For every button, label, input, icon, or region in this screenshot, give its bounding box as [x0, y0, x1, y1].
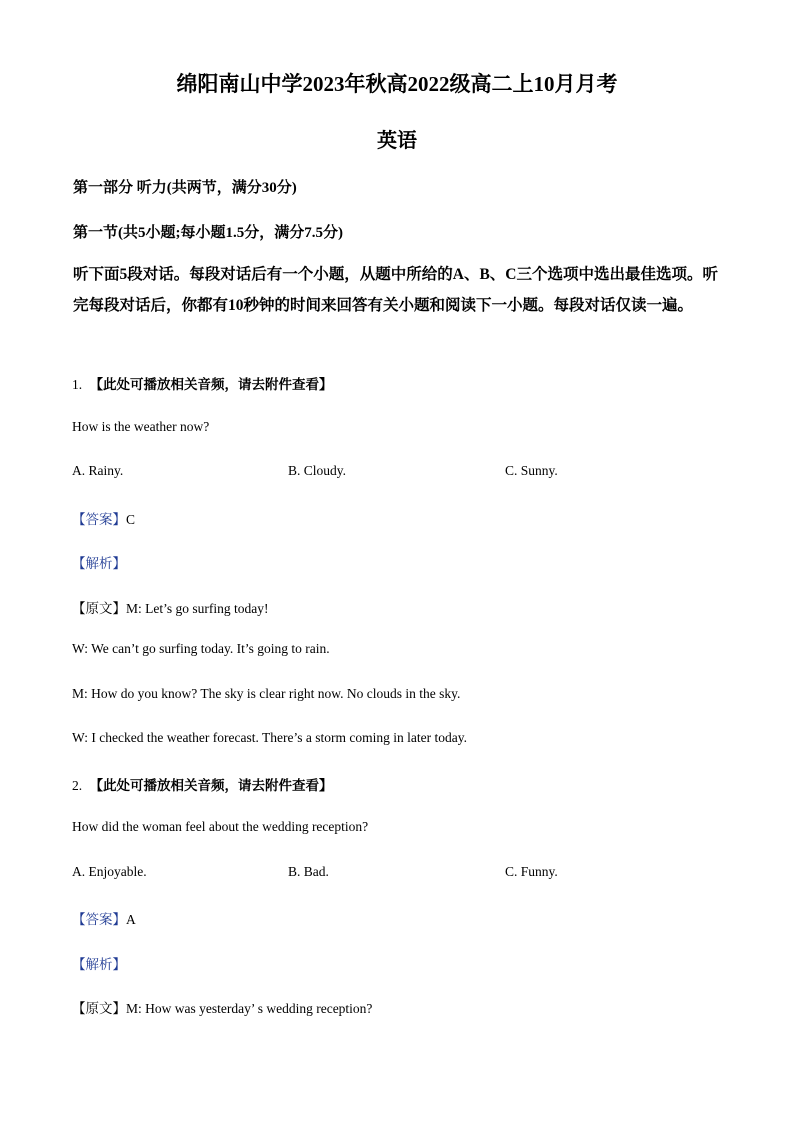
q2-option-b: B. Bad.: [288, 864, 329, 879]
transcript-text: M: Let’s go surfing today!: [126, 601, 269, 616]
q1-transcript-line-2: W: We can’t go surfing today. It’s going to rain.: [72, 641, 330, 656]
part-heading: 第一部分 听力(共两节，满分30分): [73, 180, 297, 196]
q1-transcript-line-1: [72, 597, 268, 617]
q2-answer: [72, 908, 136, 928]
q1-option-b: B. Cloudy.: [288, 463, 347, 478]
question-2-text: How did the woman feel about the wedding reception?: [72, 819, 369, 834]
original-label: 【原文】: [72, 601, 126, 616]
answer-label: 【答案】: [72, 512, 126, 527]
q1-transcript-line-3: M: How do you know? The sky is clear right now. No clouds in the sky.: [72, 686, 461, 701]
answer-label: 【答案】: [72, 912, 126, 927]
section-heading: 第一节(共5小题;每小题1.5分，满分7.5分): [73, 225, 343, 241]
answer-value: C: [126, 512, 136, 527]
q2-option-a: A. Enjoyable.: [72, 864, 147, 879]
q2-analysis-label: 【解析】: [72, 957, 126, 972]
q1-transcript-line-4: W: I checked the weather forecast. There’s a storm coming in later today.: [72, 730, 467, 745]
answer-value: A: [126, 912, 136, 927]
audio-note: 【此处可播放相关音频，请去附件查看】: [89, 377, 333, 392]
original-label: 【原文】: [72, 1001, 126, 1016]
question-1-text: How is the weather now?: [72, 419, 210, 434]
transcript-text: M: How was yesterday’ s wedding reception?: [126, 1001, 373, 1016]
question-number: 2.: [72, 778, 83, 793]
instructions: 听下面5段对话。每段对话后有一个小题，从题中所给的A、B、C三个选项中选出最佳选项。听完每段对话后，你都有10秒钟的时间来回答有关小题和阅读下一小题。每段对话仅读一遍。: [73, 266, 718, 314]
question-2-audio: [72, 774, 333, 794]
audio-note: 【此处可播放相关音频，请去附件查看】: [89, 778, 333, 793]
q2-transcript-line-1: [72, 997, 372, 1017]
document-title: 绵阳南山中学2023年秋高2022级高二上10月月考: [176, 72, 618, 96]
q2-option-c: C. Funny.: [505, 864, 558, 879]
question-number: 1.: [72, 377, 83, 392]
q1-option-a: A. Rainy.: [72, 463, 124, 478]
subject-title: 英语: [377, 130, 417, 152]
question-1-audio: [72, 373, 333, 393]
q1-answer: [72, 508, 135, 528]
q1-analysis-label: 【解析】: [72, 556, 126, 571]
q1-option-c: C. Sunny.: [505, 463, 558, 478]
